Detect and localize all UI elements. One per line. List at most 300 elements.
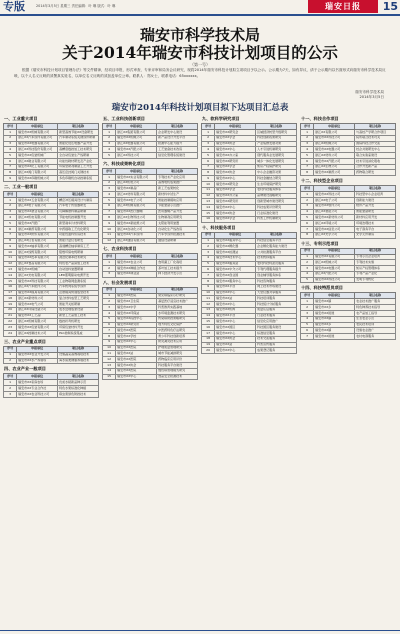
project-name: 标准信息服务 bbox=[256, 331, 297, 337]
applicant-unit: 瑞安市XX中学 bbox=[116, 305, 157, 311]
notice-number: （第一号） bbox=[190, 62, 210, 67]
applicant-unit: 瑞安市XX农业开发公司 bbox=[17, 352, 58, 358]
project-name: 汽车转向系统零部件 bbox=[58, 284, 99, 290]
applicant-unit: 浙江XX汽车配件公司 bbox=[17, 284, 58, 290]
row-number: 20 bbox=[4, 307, 17, 313]
project-name: 高速精密轴承制造工艺 bbox=[58, 244, 99, 250]
applicant-unit: 浙江XX环保设备公司 bbox=[17, 307, 58, 313]
applicant-unit: 瑞安市XX电气公司 bbox=[17, 302, 58, 308]
row-number: 8 bbox=[301, 232, 314, 238]
project-name: 新工艺成果转化 bbox=[157, 186, 198, 192]
row-number: 8 bbox=[4, 238, 17, 244]
project-name: 食用菌工厂化栽培 bbox=[157, 260, 198, 266]
row-number: 11 bbox=[103, 232, 116, 238]
row-number: 7 bbox=[4, 164, 17, 170]
row-number: 10 bbox=[103, 345, 116, 351]
applicant-unit: 瑞安市XX站 bbox=[215, 296, 256, 302]
row-number: 11 bbox=[202, 187, 215, 193]
project-name: 清洁化制革技术研究 bbox=[58, 255, 99, 261]
row-number: 14 bbox=[202, 205, 215, 211]
applicant-unit: 瑞安市XX皮革有限公司 bbox=[17, 255, 58, 261]
project-name: 生物制剂应用研究 bbox=[157, 215, 198, 221]
row-number: 3 bbox=[103, 305, 116, 311]
row-number: 14 bbox=[103, 368, 116, 374]
applicant-unit: 瑞安市XX孵化器 bbox=[215, 244, 256, 250]
column-header-project: 项目名称 bbox=[256, 232, 297, 238]
row-number: 7 bbox=[202, 164, 215, 170]
project-name: 联合实验室建设 bbox=[355, 153, 396, 159]
project-name: 环境治理技术 bbox=[355, 221, 396, 227]
table-row bbox=[103, 153, 198, 159]
row-number: 7 bbox=[301, 164, 314, 170]
project-name: 高压密封阀门关键技术 bbox=[58, 170, 99, 176]
applicant-unit: 瑞安市XX镇 bbox=[314, 316, 355, 322]
applicant-unit: 瑞安市XX协会 bbox=[215, 170, 256, 176]
project-name: 多色印刷机自动控制系统 bbox=[58, 176, 99, 182]
project-table bbox=[102, 287, 198, 381]
row-number: 12 bbox=[202, 193, 215, 199]
row-number: 6 bbox=[103, 322, 116, 328]
column-header-unit: 申报单位 bbox=[17, 346, 58, 352]
project-table bbox=[3, 191, 99, 337]
row-number: 23 bbox=[4, 325, 17, 331]
applicant-unit: 瑞安市XX中心 bbox=[116, 339, 157, 345]
applicant-unit: 瑞安市XX工艺品厂 bbox=[17, 313, 58, 319]
applicant-unit: 浙江XX汽车部件有限公司 bbox=[17, 135, 58, 141]
row-number: 2 bbox=[103, 266, 116, 272]
project-name: 药物临床应用评价 bbox=[157, 357, 198, 363]
table-row bbox=[4, 391, 99, 397]
applicant-unit: 浙江XX鞋业有限公司 bbox=[17, 158, 58, 164]
row-number: 10 bbox=[103, 226, 116, 232]
applicant-unit: 瑞安市XX疾控中心 bbox=[116, 316, 157, 322]
applicant-unit: 浙江XX科技股份有限公司 bbox=[17, 147, 58, 153]
applicant-unit: 瑞安市XX街道 bbox=[314, 310, 355, 316]
applicant-unit: 瑞安市XX办公室 bbox=[215, 193, 256, 199]
project-name: 生态环境保护研究 bbox=[256, 182, 297, 188]
row-number: 1 bbox=[4, 130, 17, 136]
project-name: 地方特色文化保护 bbox=[157, 322, 198, 328]
project-name: 专利技术产业化应用 bbox=[157, 174, 198, 180]
project-name: 数控折弯机研发 bbox=[58, 319, 99, 325]
project-table bbox=[102, 253, 198, 277]
bottom-rule bbox=[0, 630, 400, 631]
column-header-no: 序号 bbox=[4, 124, 17, 130]
project-name: 软件产品开发 bbox=[355, 203, 396, 209]
applicant-unit: 瑞安市XX科技公司 bbox=[314, 135, 355, 141]
applicant-unit: 瑞安市XX技术中心 bbox=[215, 255, 256, 261]
applicant-unit: 瑞安市XX信息公司 bbox=[314, 226, 355, 232]
column-header-no: 序号 bbox=[301, 186, 314, 192]
project-name: 特色农产品深加工技术 bbox=[58, 261, 99, 267]
applicant-unit: 瑞安市XX科技公司 bbox=[314, 277, 355, 283]
row-number: 15 bbox=[202, 210, 215, 216]
applicant-unit: 瑞安市XX汽配厂 bbox=[17, 221, 58, 227]
project-name: 中药提取工艺优化研究 bbox=[58, 226, 99, 232]
project-table bbox=[3, 373, 99, 397]
row-number: 6 bbox=[4, 158, 17, 164]
applicant-unit: 瑞安市XX学校 bbox=[116, 334, 157, 340]
row-number: 12 bbox=[202, 302, 215, 308]
row-number: 4 bbox=[301, 147, 314, 153]
row-number: 3 bbox=[301, 266, 314, 272]
column-header-no: 序号 bbox=[4, 346, 17, 352]
row-number: 15 bbox=[202, 319, 215, 325]
row-number: 7 bbox=[103, 328, 116, 334]
applicant-unit: 浙江XX机械公司 bbox=[314, 260, 355, 266]
project-name: 科技咨询服务 bbox=[256, 278, 297, 284]
table-row bbox=[4, 358, 99, 364]
project-name: 科技园区服务建设 bbox=[256, 325, 297, 331]
row-number: 16 bbox=[202, 325, 215, 331]
row-number: 6 bbox=[301, 221, 314, 227]
applicant-unit: 浙江XX科技公司 bbox=[116, 153, 157, 159]
project-name: 茶叶加工技术提升 bbox=[157, 266, 198, 272]
project-name: 技术转移服务 bbox=[256, 255, 297, 261]
applicant-unit: 瑞安市XX专业合作社 bbox=[17, 386, 58, 392]
row-number: 1 bbox=[301, 254, 314, 260]
project-name: 科技创新政策研究 bbox=[256, 135, 297, 141]
project-name: 常见病临床诊疗研究 bbox=[157, 293, 198, 299]
category-heading: 九、软科学研究项目 bbox=[202, 116, 240, 121]
row-number: 6 bbox=[202, 267, 215, 273]
project-name: 慢性病管理模式研究 bbox=[157, 368, 198, 374]
row-number: 2 bbox=[301, 135, 314, 141]
applicant-unit: 瑞安市XX卫生院 bbox=[116, 299, 157, 305]
applicant-unit: 瑞安市XX乡 bbox=[314, 305, 355, 311]
applicant-unit: 浙江XX食品有限公司 bbox=[17, 261, 58, 267]
row-number: 3 bbox=[202, 141, 215, 147]
row-number: 19 bbox=[202, 342, 215, 348]
project-name: 自动送料装置研制 bbox=[58, 267, 99, 273]
applicant-unit: 瑞安市XX学会 bbox=[215, 164, 256, 170]
table-title: 瑞安市2014年科技计划项目拟下达项目汇总表 bbox=[111, 103, 289, 113]
applicant-unit: 瑞安市XX服务站 bbox=[215, 261, 256, 267]
row-number: 7 bbox=[103, 209, 116, 215]
applicant-unit: 瑞安市XX镇 bbox=[314, 299, 355, 305]
column-header-unit: 申报单位 bbox=[116, 254, 157, 260]
column-header-no: 序号 bbox=[103, 124, 116, 130]
project-name: 新型高效节能XX设备研发 bbox=[58, 130, 99, 136]
category-heading: 一、工业重大项目 bbox=[4, 116, 38, 121]
intro-paragraph: 根据《瑞安市科技计划项目管理办法》等文件精神，经项目申报、形式审查、专家评审和局务会议研究，现将2014年瑞安市科技计划拟立项项目予以公示。公示期为7天，如有异议，请于公示期内以书面形式向瑞安市科学技术局反映，以个人名义反映的须署真实姓名，以单位名义反映的须加盖单位公章。联系人：郑女士，联系电话：65xxxxxx。 bbox=[14, 68, 386, 78]
project-name: 农业技术推广服务 bbox=[355, 299, 396, 305]
project-name: 科技信息服务平台 bbox=[256, 238, 297, 244]
page-number: 15 bbox=[382, 0, 398, 13]
row-number: 9 bbox=[103, 339, 116, 345]
project-name: 医用器械产品开发 bbox=[157, 209, 198, 215]
applicant-unit: 瑞安市XX办公室 bbox=[215, 153, 256, 159]
applicant-unit: 瑞安市XX水产养殖场 bbox=[17, 358, 58, 364]
project-name: 生态农业示范 bbox=[355, 316, 396, 322]
project-name: 防灾减灾技术应用 bbox=[157, 339, 198, 345]
project-name: 注塑模具快速成型技术 bbox=[58, 290, 99, 296]
row-number: 1 bbox=[103, 174, 116, 180]
row-number: 1 bbox=[4, 352, 17, 358]
category-heading: 二、工业一般项目 bbox=[4, 184, 38, 190]
project-name: 智能化低压电器产品开发 bbox=[58, 141, 99, 147]
row-number: 5 bbox=[301, 215, 314, 221]
row-number: 2 bbox=[202, 244, 215, 250]
column-header-unit: 申报单位 bbox=[116, 287, 157, 293]
applicant-unit: 瑞安市XX轴承有限公司 bbox=[17, 244, 58, 250]
applicant-unit: 瑞安市XX电器公司 bbox=[314, 147, 355, 153]
row-number: 5 bbox=[4, 153, 17, 159]
table-row bbox=[4, 176, 99, 182]
project-name: 技术引进消化吸收 bbox=[355, 158, 396, 164]
applicant-unit: 瑞安市XX医院 bbox=[116, 345, 157, 351]
project-name: 护理质量管理研究 bbox=[157, 345, 198, 351]
project-name: 品牌建设战略研究 bbox=[256, 193, 297, 199]
column-header-unit: 申报单位 bbox=[116, 124, 157, 130]
row-number: 4 bbox=[301, 209, 314, 215]
column-header-project: 项目名称 bbox=[58, 374, 99, 380]
applicant-unit: 瑞安市XX乡 bbox=[314, 322, 355, 328]
applicant-unit: 瑞安市XX协会 bbox=[215, 141, 256, 147]
row-number: 8 bbox=[301, 170, 314, 176]
column-header-project: 项目名称 bbox=[157, 254, 198, 260]
row-number: 13 bbox=[103, 363, 116, 369]
row-number: 5 bbox=[202, 153, 215, 159]
project-name: 药物联合研发 bbox=[355, 170, 396, 176]
column-header-unit: 申报单位 bbox=[314, 248, 355, 254]
row-number: 2 bbox=[103, 299, 116, 305]
row-number: 5 bbox=[301, 322, 314, 328]
applicant-unit: 瑞安市XX协会 bbox=[215, 210, 256, 216]
applicant-unit: 瑞安市XX塑业有限公司 bbox=[17, 209, 58, 215]
project-name: 产业集群发展对策 bbox=[256, 141, 297, 147]
column-header-unit: 申报单位 bbox=[215, 232, 256, 238]
project-name: 环保包装材料开发 bbox=[58, 325, 99, 331]
project-name: 城市节能减排研究 bbox=[157, 351, 198, 357]
table-row bbox=[103, 238, 198, 244]
applicant-unit: 瑞安市XX制品厂 bbox=[116, 186, 157, 192]
project-name: 自动化生产线改造 bbox=[157, 226, 198, 232]
column-header-project: 项目名称 bbox=[157, 287, 198, 293]
applicant-unit: 瑞安市XX机械厂 bbox=[17, 267, 58, 273]
row-number: 4 bbox=[103, 147, 116, 153]
applicant-unit: 浙江XX机械有限公司 bbox=[17, 319, 58, 325]
applicant-unit: 浙江XX仪表有限公司 bbox=[17, 238, 58, 244]
table-row bbox=[301, 334, 396, 340]
signer-date: 2014年3月5日 bbox=[359, 95, 384, 99]
applicant-unit: 瑞安市XX汽配公司 bbox=[314, 158, 355, 164]
column-header-no: 序号 bbox=[4, 374, 17, 380]
applicant-unit: 瑞安市XX医院 bbox=[116, 357, 157, 363]
column-header-no: 序号 bbox=[103, 287, 116, 293]
applicant-unit: 瑞安市XX平台 bbox=[215, 313, 256, 319]
row-number: 21 bbox=[4, 313, 17, 319]
applicant-unit: 瑞安市XX中介公司 bbox=[215, 267, 256, 273]
row-number: 2 bbox=[4, 135, 17, 141]
project-name: 成果登记服务 bbox=[256, 348, 297, 354]
applicant-unit: 瑞安市XX平台 bbox=[215, 284, 256, 290]
row-number: 8 bbox=[103, 334, 116, 340]
applicant-unit: 瑞安市XX林业站 bbox=[116, 271, 157, 277]
column-header-unit: 申报单位 bbox=[314, 186, 355, 192]
signer-name: 瑞安市科学技术局 bbox=[355, 90, 384, 94]
project-name: 农产品加工指导 bbox=[355, 310, 396, 316]
applicant-unit: 浙江XX控制技术公司 bbox=[17, 331, 58, 337]
project-name: 智能计量仪表研发 bbox=[58, 238, 99, 244]
applicant-unit: 浙江XX生物公司 bbox=[314, 164, 355, 170]
project-name: 农民技术培训 bbox=[355, 322, 396, 328]
applicant-unit: 瑞安市XX街道 bbox=[314, 334, 355, 340]
page-header-bar bbox=[0, 0, 400, 16]
project-table bbox=[201, 123, 297, 223]
row-number: 1 bbox=[4, 380, 17, 386]
row-number: 16 bbox=[202, 216, 215, 222]
project-name: 海水鱼类健康养殖技术 bbox=[58, 358, 99, 364]
row-number: 10 bbox=[202, 182, 215, 188]
project-name: 设施蔬菜高效栽培技术 bbox=[58, 352, 99, 358]
row-number: 3 bbox=[301, 203, 314, 209]
applicant-unit: 浙江XX汽配公司 bbox=[314, 271, 355, 277]
project-name: 特色种养技术指导 bbox=[355, 305, 396, 311]
applicant-unit: 瑞安市XX中心 bbox=[215, 302, 256, 308]
project-name: 创业辅导服务体系 bbox=[256, 273, 297, 279]
column-header-unit: 申报单位 bbox=[215, 124, 256, 130]
applicant-unit: 浙江XX机电有限公司 bbox=[17, 215, 58, 221]
row-number: 9 bbox=[4, 176, 17, 182]
row-number: 5 bbox=[103, 316, 116, 322]
applicant-unit: 瑞安市XX站 bbox=[215, 342, 256, 348]
project-name: 检测中心能力提升 bbox=[157, 141, 198, 147]
row-number: 2 bbox=[4, 203, 17, 209]
project-name: 创新能力建设 bbox=[355, 198, 396, 204]
project-name: 水环境监测技术研究 bbox=[157, 310, 198, 316]
row-number: 5 bbox=[4, 221, 17, 227]
project-name: 网上技术市场建设 bbox=[256, 284, 297, 290]
project-name: 大型仪器共享服务 bbox=[256, 290, 297, 296]
project-table bbox=[3, 346, 99, 365]
project-name: 信息化应用推广 bbox=[256, 319, 297, 325]
column-header-project: 项目名称 bbox=[355, 248, 396, 254]
project-name: 科普工作机制研究 bbox=[256, 216, 297, 222]
table-row bbox=[202, 348, 297, 354]
table-column-3 bbox=[201, 114, 297, 628]
project-name: 废水处理成套设备 bbox=[58, 307, 99, 313]
row-number: 8 bbox=[202, 170, 215, 176]
row-number: 7 bbox=[301, 334, 314, 340]
column-header-no: 序号 bbox=[301, 248, 314, 254]
project-name: 功能性面料织造技术 bbox=[58, 232, 99, 238]
category-heading: 十二、科技型企业项目 bbox=[301, 178, 343, 184]
project-name: 企业孵化服务能力建设 bbox=[256, 244, 297, 250]
applicant-unit: 瑞安市XX种植合作社 bbox=[116, 266, 157, 272]
row-number: 1 bbox=[103, 260, 116, 266]
column-header-project: 项目名称 bbox=[355, 293, 396, 299]
row-number: 5 bbox=[202, 261, 215, 267]
project-name: 公共检测服务平台 bbox=[256, 250, 297, 256]
applicant-unit: 浙江XX光学公司 bbox=[314, 232, 355, 238]
column-header-no: 序号 bbox=[202, 124, 215, 130]
column-header-unit: 申报单位 bbox=[17, 192, 58, 198]
project-name: 国际科技合作交流 bbox=[355, 141, 396, 147]
project-name: 农村科技特派员服务 bbox=[256, 261, 297, 267]
applicant-unit: 瑞安市XX检测站 bbox=[215, 250, 256, 256]
project-name: 科技统计分析服务 bbox=[256, 302, 297, 308]
table-column-2 bbox=[102, 114, 198, 628]
applicant-unit: 瑞安市XX软件公司 bbox=[314, 203, 355, 209]
applicant-unit: 浙江XX生物科技公司 bbox=[116, 215, 157, 221]
applicant-unit: 浙江XX线缆有限公司 bbox=[17, 250, 58, 256]
row-number: 13 bbox=[4, 267, 17, 273]
row-number: 7 bbox=[202, 273, 215, 279]
project-table bbox=[102, 123, 198, 159]
row-number: 1 bbox=[202, 130, 215, 136]
column-header-unit: 申报单位 bbox=[17, 124, 58, 130]
row-number: 1 bbox=[103, 293, 116, 299]
row-number: 4 bbox=[4, 147, 17, 153]
column-header-project: 项目名称 bbox=[157, 124, 198, 130]
applicant-unit: 瑞安市XX研究会 bbox=[215, 130, 256, 136]
project-name: 高精度数控加工技术研究 bbox=[58, 147, 99, 153]
row-number: 1 bbox=[301, 192, 314, 198]
applicant-unit: 浙江XX通信有限公司 bbox=[116, 238, 157, 244]
category-heading: 五、工业科技创新项目 bbox=[103, 116, 145, 121]
applicant-unit: 瑞安市XX电子公司 bbox=[116, 198, 157, 204]
row-number: 15 bbox=[103, 374, 116, 380]
row-number: 5 bbox=[301, 153, 314, 159]
applicant-unit: 瑞安市XX镇 bbox=[314, 328, 355, 334]
row-number: 2 bbox=[103, 135, 116, 141]
column-header-no: 序号 bbox=[301, 124, 314, 130]
row-number: 3 bbox=[4, 209, 17, 215]
project-name: 科技培训服务 bbox=[256, 296, 297, 302]
applicant-unit: 浙江XX制药有限公司 bbox=[17, 226, 58, 232]
column-header-project: 项目名称 bbox=[256, 124, 297, 130]
applicant-unit: 瑞安市XX汽配公司 bbox=[116, 147, 157, 153]
applicant-unit: 瑞安市XX中心 bbox=[215, 176, 256, 182]
applicant-unit: 瑞安市XX学会 bbox=[215, 216, 256, 222]
row-number: 13 bbox=[202, 307, 215, 313]
column-header-unit: 申报单位 bbox=[314, 293, 355, 299]
applicant-unit: 浙江XX机电公司 bbox=[116, 180, 157, 186]
project-name: 特色水果标准化种植 bbox=[58, 386, 99, 392]
category-heading: 四、农业产业一般项目 bbox=[4, 366, 46, 372]
row-number: 7 bbox=[4, 232, 17, 238]
row-number: 3 bbox=[202, 250, 215, 256]
applicant-unit: 瑞安市XX研究所 bbox=[116, 322, 157, 328]
row-number: 4 bbox=[202, 255, 215, 261]
project-name: 农村科技服务体系 bbox=[256, 187, 297, 193]
project-name: 设施农业推广 bbox=[355, 328, 396, 334]
applicant-unit: 浙江XX材料公司 bbox=[314, 153, 355, 159]
applicant-unit: 浙江XX集团有限公司 bbox=[116, 130, 157, 136]
project-name: 汽车电子传感器研发 bbox=[58, 203, 99, 209]
project-name: 专利代理服务提升 bbox=[256, 267, 297, 273]
row-number: 17 bbox=[4, 290, 17, 296]
column-header-no: 序号 bbox=[103, 254, 116, 260]
applicant-unit: 瑞安市XX协会 bbox=[116, 363, 157, 369]
applicant-unit: 浙江XX有限公司 bbox=[314, 130, 355, 136]
project-name: 工艺装备技术改造 bbox=[157, 147, 198, 153]
table-column-1 bbox=[3, 114, 99, 628]
row-number: 5 bbox=[103, 198, 116, 204]
project-name: 新材料应用开发 bbox=[355, 215, 396, 221]
applicant-unit: 瑞安市XX机械公司 bbox=[116, 135, 157, 141]
row-number: 22 bbox=[4, 319, 17, 325]
applicant-unit: 瑞安市XX家庭农场 bbox=[17, 380, 58, 386]
applicant-unit: 瑞安市XX中心 bbox=[215, 319, 256, 325]
row-number: 8 bbox=[4, 170, 17, 176]
applicant-unit: 瑞安市XX印刷机械公司 bbox=[17, 176, 58, 182]
row-number: 2 bbox=[202, 135, 215, 141]
applicant-unit: 瑞安市XX制药公司 bbox=[314, 170, 355, 176]
row-number: 6 bbox=[202, 158, 215, 164]
project-name: 科技金融结合研究 bbox=[256, 176, 297, 182]
